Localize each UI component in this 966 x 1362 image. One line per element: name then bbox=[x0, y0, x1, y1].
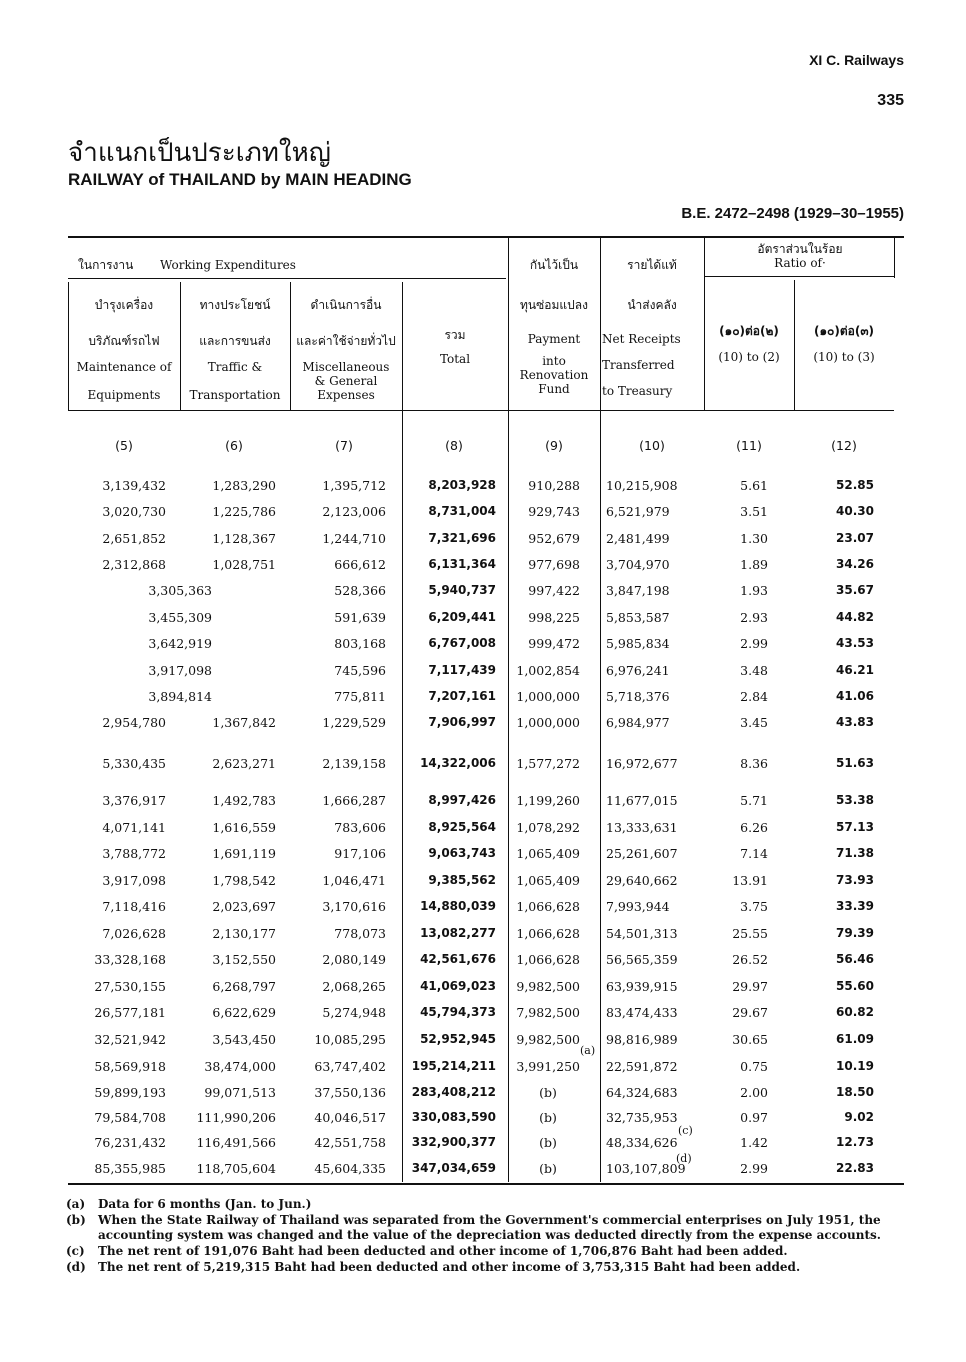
table-cell-c12: 10.19 bbox=[836, 1059, 874, 1073]
table-cell-c7: 745,596 bbox=[334, 663, 386, 678]
header-net-receipts: นำส่งคลัง Net Receipts Transferred to Treasury bbox=[602, 298, 681, 398]
header-ratio: อัตราส่วนในร้อย Ratio of· bbox=[757, 242, 843, 270]
table-cell-c10: 98,816,989 bbox=[606, 1032, 678, 1047]
footnote-label: (a) bbox=[66, 1197, 86, 1211]
table-cell-c11: 25.55 bbox=[732, 926, 768, 941]
table-cell-c6: 1,367,842 bbox=[212, 715, 276, 730]
page-number: 335 bbox=[877, 92, 904, 109]
table-cell-c7: 528,366 bbox=[334, 583, 386, 598]
table-cell-c10: 3,704,970 bbox=[606, 557, 670, 572]
footnote-text: The net rent of 191,076 Baht had been deducted and other income of 1,706,876 Baht had been added. bbox=[98, 1244, 788, 1258]
table-cell-c9: 952,679 bbox=[528, 531, 580, 546]
table-cell-c9: 7,982,500 bbox=[516, 1005, 580, 1020]
table-cell-c8: 8,203,928 bbox=[428, 478, 496, 492]
table-cell-c12: 71.38 bbox=[836, 846, 874, 860]
table-cell-c11: 2.99 bbox=[740, 1161, 768, 1176]
table-cell-c12: 22.83 bbox=[836, 1161, 874, 1175]
table-cell-c11: 7.14 bbox=[740, 846, 768, 861]
column-number: (8) bbox=[445, 438, 463, 453]
table-cell-c11: 2.93 bbox=[740, 610, 768, 625]
table-cell-c56: 3,305,363 bbox=[148, 583, 212, 598]
table-cell-c7: 591,639 bbox=[334, 610, 386, 625]
table-cell-c8: 13,082,277 bbox=[420, 926, 496, 940]
table-cell-c6: 1,798,542 bbox=[212, 873, 276, 888]
table-cell-c11: 1.30 bbox=[740, 531, 768, 546]
table-cell-c5: 3,376,917 bbox=[102, 793, 166, 808]
table-cell-c7: 2,068,265 bbox=[322, 979, 386, 994]
rule-header-bottom bbox=[68, 410, 894, 411]
table-cell-c5: 2,312,868 bbox=[102, 557, 166, 572]
header-reserve: กันไว้เป็น bbox=[529, 258, 579, 272]
table-cell-c6: 1,283,290 bbox=[212, 478, 276, 493]
header-ratio-1: (๑๐)ต่อ(๒) (10) to (2) bbox=[718, 324, 780, 364]
table-cell-c8: 42,561,676 bbox=[420, 952, 496, 966]
table-cell-c5: 27,530,155 bbox=[94, 979, 166, 994]
table-cell-c5: 3,139,432 bbox=[102, 478, 166, 493]
table-cell-c5: 32,521,942 bbox=[94, 1032, 166, 1047]
table-cell-c11: 3.48 bbox=[740, 663, 768, 678]
table-cell-c9: 9,982,500 bbox=[516, 1032, 580, 1047]
table-cell-c8: 7,207,161 bbox=[428, 689, 496, 703]
table-cell-c11: 3.75 bbox=[740, 899, 768, 914]
table-cell-c6: 2,023,697 bbox=[212, 899, 276, 914]
section-label: XI C. Railways bbox=[809, 52, 904, 68]
table-cell-c7: 803,168 bbox=[334, 636, 386, 651]
table-cell-c12: 35.67 bbox=[836, 583, 874, 597]
vrule bbox=[894, 238, 895, 278]
table-cell-c10: 5,985,834 bbox=[606, 636, 670, 651]
table-cell-c5: 5,330,435 bbox=[102, 756, 166, 771]
table-cell-c9: 977,698 bbox=[528, 557, 580, 572]
vrule bbox=[600, 238, 601, 410]
table-cell-c7: 63,747,402 bbox=[314, 1059, 386, 1074]
table-cell-c9: 9,982,500 bbox=[516, 979, 580, 994]
table-cell-c5: 3,788,772 bbox=[102, 846, 166, 861]
table-cell-c6: 99,071,513 bbox=[204, 1085, 276, 1100]
table-cell-c8: 195,214,211 bbox=[411, 1059, 496, 1073]
table-cell-c9: 1,199,260 bbox=[516, 793, 580, 808]
table-cell-c7: 40,046,517 bbox=[314, 1110, 386, 1125]
table-cell-c10: 10,215,908 bbox=[606, 478, 678, 493]
table-cell-c5: 2,651,852 bbox=[102, 531, 166, 546]
column-number: (5) bbox=[115, 438, 133, 453]
table-cell-c6: 1,616,559 bbox=[212, 820, 276, 835]
table-cell-c11: 2.84 bbox=[740, 689, 768, 704]
table-cell-c56: 3,894,814 bbox=[148, 689, 212, 704]
table-cell-c12: 57.13 bbox=[836, 820, 874, 834]
table-cell-c5: 3,917,098 bbox=[102, 873, 166, 888]
table-cell-c10: 2,481,499 bbox=[606, 531, 670, 546]
table-cell-c8: 283,408,212 bbox=[411, 1085, 496, 1099]
table-cell-c11: 0.97 bbox=[740, 1110, 768, 1125]
footnote-label: (d) bbox=[66, 1260, 86, 1274]
vrule-body bbox=[402, 410, 403, 1182]
footnote-label: (c) bbox=[66, 1244, 85, 1258]
table-cell-c9: 1,066,628 bbox=[516, 926, 580, 941]
table-cell-c7: 2,123,006 bbox=[322, 504, 386, 519]
page-title-thai: จำแนกเป็นประเภทใหญ่ bbox=[68, 138, 331, 168]
table-cell-c8: 330,083,590 bbox=[411, 1110, 496, 1124]
table-cell-c9: (b) bbox=[539, 1135, 557, 1150]
table-cell-c11: 5.61 bbox=[740, 478, 768, 493]
table-cell-c7: 917,106 bbox=[334, 846, 386, 861]
table-cell-c9: (b) bbox=[539, 1085, 557, 1100]
table-cell-c8: 6,767,008 bbox=[428, 636, 496, 650]
table-cell-c8: 6,209,441 bbox=[428, 610, 496, 624]
table-cell-c7: 666,612 bbox=[334, 557, 386, 572]
table-cell-c9: 1,066,628 bbox=[516, 899, 580, 914]
period-label: B.E. 2472–2498 (1929–30–1955) bbox=[681, 205, 904, 222]
table-cell-c9: 1,000,000 bbox=[516, 689, 580, 704]
table-cell-c6: 6,622,629 bbox=[212, 1005, 276, 1020]
table-cell-c8: 7,321,696 bbox=[428, 531, 496, 545]
table-cell-c8: 332,900,377 bbox=[411, 1135, 496, 1149]
table-cell-c5: 2,954,780 bbox=[102, 715, 166, 730]
table-cell-c9: 999,472 bbox=[528, 636, 580, 651]
table-cell-c5: 33,328,168 bbox=[94, 952, 166, 967]
table-cell-c12: 56.46 bbox=[836, 952, 874, 966]
table-cell-c6: 1,691,119 bbox=[212, 846, 276, 861]
table-cell-c7: 3,170,616 bbox=[322, 899, 386, 914]
table-cell-c10: 25,261,607 bbox=[606, 846, 678, 861]
table-cell-c12: 43.53 bbox=[836, 636, 874, 650]
table-cell-c6: 111,990,206 bbox=[196, 1110, 276, 1125]
table-cell-c11: 3.51 bbox=[740, 504, 768, 519]
table-cell-c11: 1.89 bbox=[740, 557, 768, 572]
table-cell-c8: 8,731,004 bbox=[428, 504, 496, 518]
footnote-label: (b) bbox=[66, 1213, 86, 1227]
table-cell-c10: 6,521,979 bbox=[606, 504, 670, 519]
header-misc: ดำเนินการอื่น และค่าใช้จ่ายทั่วไป Miscellaneous & General Expenses bbox=[296, 298, 396, 402]
header-fund: ทุนซ่อมแปลง Payment into Renovation Fund bbox=[519, 298, 589, 396]
table-cell-c10: 5,853,587 bbox=[606, 610, 670, 625]
header-working-thai: ในการงาน bbox=[78, 258, 134, 272]
table-cell-c10: 13,333,631 bbox=[606, 820, 678, 835]
footnote-text: The net rent of 5,219,315 Baht had been deducted and other income of 3,753,315 Baht had been added. bbox=[98, 1260, 801, 1274]
header-total: รวม Total bbox=[439, 328, 471, 366]
header-traffic: ทางประโยชน์ และการขนส่ง Traffic & Transportation bbox=[189, 298, 281, 402]
table-cell-c10: 64,324,683 bbox=[606, 1085, 678, 1100]
table-cell-c12: 46.21 bbox=[836, 663, 874, 677]
table-cell-c11: 30.65 bbox=[732, 1032, 768, 1047]
table-cell-c9: 3,991,250 bbox=[516, 1059, 580, 1074]
footnote bbox=[66, 1214, 881, 1227]
table-cell-c8: 41,069,023 bbox=[420, 979, 496, 993]
table-cell-c5: 4,071,141 bbox=[102, 820, 166, 835]
table-cell-c9: 1,577,272 bbox=[516, 756, 580, 771]
table-cell-c12: 52.85 bbox=[836, 478, 874, 492]
table-cell-c11: 6.26 bbox=[740, 820, 768, 835]
table-cell-c12: 12.73 bbox=[836, 1135, 874, 1149]
table-cell-c8: 8,997,426 bbox=[428, 793, 496, 807]
rule-working bbox=[68, 278, 506, 279]
table-cell-c7: 775,811 bbox=[334, 689, 386, 704]
table-cell-c10: 11,677,015 bbox=[606, 793, 678, 808]
table-cell-c10: 29,640,662 bbox=[606, 873, 678, 888]
table-cell-c11: 26.52 bbox=[732, 952, 768, 967]
table-cell-c10: 103,107,809 bbox=[606, 1161, 686, 1176]
table-cell-c11: 1.42 bbox=[740, 1135, 768, 1150]
header-working-en: Working Expenditures bbox=[160, 258, 296, 272]
footnote bbox=[66, 1198, 311, 1211]
table-cell-c12: 43.83 bbox=[836, 715, 874, 729]
table-cell-c10: 7,993,944 bbox=[606, 899, 670, 914]
table-cell-c12: 33.39 bbox=[836, 899, 874, 913]
table-cell-c12: 44.82 bbox=[836, 610, 874, 624]
vrule-body bbox=[508, 410, 509, 1182]
table-cell-c6: 3,543,450 bbox=[212, 1032, 276, 1047]
table-cell-c7: 2,080,149 bbox=[322, 952, 386, 967]
table-cell-c8: 6,131,364 bbox=[428, 557, 496, 571]
table-cell-c7: 10,085,295 bbox=[314, 1032, 386, 1047]
rule-ratio bbox=[704, 276, 894, 277]
table-cell-c11: 2.00 bbox=[740, 1085, 768, 1100]
table-cell-c6: 1,492,783 bbox=[212, 793, 276, 808]
table-cell-c11: 29.67 bbox=[732, 1005, 768, 1020]
table-cell-c8: 7,117,439 bbox=[428, 663, 496, 677]
footnote-text: accounting system was changed and the value of the depreciation was deducted directly from the expense accounts. bbox=[98, 1228, 881, 1242]
table-cell-c7: 778,073 bbox=[334, 926, 386, 941]
table-cell-c11: 0.75 bbox=[740, 1059, 768, 1074]
table-cell-c12: 53.38 bbox=[836, 793, 874, 807]
table-cell-c12: 79.39 bbox=[836, 926, 874, 940]
table-cell-c10: 16,972,677 bbox=[606, 756, 678, 771]
table-cell-c9: (b) bbox=[539, 1161, 557, 1176]
table-cell-c12: 9.02 bbox=[844, 1110, 874, 1124]
table-cell-c11: 29.97 bbox=[732, 979, 768, 994]
table-cell-c7: 1,046,471 bbox=[322, 873, 386, 888]
table-cell-c12: 40.30 bbox=[836, 504, 874, 518]
note-marker-d: (d) bbox=[676, 1152, 692, 1165]
table-cell-c8: 7,906,997 bbox=[428, 715, 496, 729]
table-cell-c10: 32,735,953 bbox=[606, 1110, 678, 1125]
table-cell-c12: 18.50 bbox=[836, 1085, 874, 1099]
table-cell-c9: 1,078,292 bbox=[516, 820, 580, 835]
table-cell-c10: 5,718,376 bbox=[606, 689, 670, 704]
table-cell-c56: 3,642,919 bbox=[148, 636, 212, 651]
column-number: (11) bbox=[736, 438, 762, 453]
table-cell-c5: 79,584,708 bbox=[94, 1110, 166, 1125]
table-cell-c10: 54,501,313 bbox=[606, 926, 678, 941]
footnote-text: Data for 6 months (Jan. to Jun.) bbox=[98, 1197, 312, 1211]
table-cell-c8: 45,794,373 bbox=[420, 1005, 496, 1019]
table-cell-c7: 5,274,948 bbox=[322, 1005, 386, 1020]
table-cell-c8: 52,952,945 bbox=[420, 1032, 496, 1046]
table-cell-c7: 1,395,712 bbox=[322, 478, 386, 493]
table-cell-c7: 2,139,158 bbox=[322, 756, 386, 771]
column-number: (9) bbox=[545, 438, 563, 453]
table-cell-c5: 26,577,181 bbox=[94, 1005, 166, 1020]
table-cell-c12: 41.06 bbox=[836, 689, 874, 703]
column-number: (7) bbox=[335, 438, 353, 453]
table-cell-c9: 998,225 bbox=[528, 610, 580, 625]
table-cell-c9: 1,065,409 bbox=[516, 873, 580, 888]
table-cell-c9: 1,002,854 bbox=[516, 663, 580, 678]
table-cell-c8: 9,385,562 bbox=[428, 873, 496, 887]
table-cell-c8: 14,322,006 bbox=[420, 756, 496, 770]
table-cell-c9: 1,066,628 bbox=[516, 952, 580, 967]
note-marker-c: (c) bbox=[678, 1124, 693, 1137]
table-cell-c5: 58,569,918 bbox=[94, 1059, 166, 1074]
table-cell-c7: 42,551,758 bbox=[314, 1135, 386, 1150]
table-cell-c12: 61.09 bbox=[836, 1032, 874, 1046]
table-cell-c5: 59,899,193 bbox=[94, 1085, 166, 1100]
header-receipts: รายได้แท้ bbox=[627, 258, 677, 272]
table-cell-c12: 55.60 bbox=[836, 979, 874, 993]
table-cell-c11: 13.91 bbox=[732, 873, 768, 888]
table-cell-c56: 3,455,309 bbox=[148, 610, 212, 625]
column-number: (10) bbox=[639, 438, 665, 453]
page-title: RAILWAY of THAILAND by MAIN HEADING bbox=[68, 170, 412, 189]
table-cell-c12: 60.82 bbox=[836, 1005, 874, 1019]
table-cell-c56: 3,917,098 bbox=[148, 663, 212, 678]
table-cell-c6: 3,152,550 bbox=[212, 952, 276, 967]
table-cell-c11: 3.45 bbox=[740, 715, 768, 730]
table-cell-c12: 73.93 bbox=[836, 873, 874, 887]
table-cell-c10: 63,939,915 bbox=[606, 979, 678, 994]
table-cell-c7: 1,229,529 bbox=[322, 715, 386, 730]
table-cell-c6: 118,705,604 bbox=[196, 1161, 276, 1176]
header-ratio-2: (๑๐)ต่อ(๓) (10) to (3) bbox=[813, 324, 875, 364]
table-cell-c7: 1,666,287 bbox=[322, 793, 386, 808]
table-cell-c6: 38,474,000 bbox=[204, 1059, 276, 1074]
table-cell-c6: 1,028,751 bbox=[212, 557, 276, 572]
table-cell-c9: (b) bbox=[539, 1110, 557, 1125]
note-marker-a: (a) bbox=[580, 1044, 596, 1057]
table-cell-c12: 23.07 bbox=[836, 531, 874, 545]
footnote bbox=[66, 1229, 881, 1242]
table-cell-c7: 1,244,710 bbox=[322, 531, 386, 546]
table-cell-c11: 2.99 bbox=[740, 636, 768, 651]
table-cell-c7: 783,606 bbox=[334, 820, 386, 835]
table-cell-c9: 997,422 bbox=[528, 583, 580, 598]
table-cell-c5: 7,118,416 bbox=[102, 899, 166, 914]
table-rule-bottom bbox=[68, 1183, 904, 1185]
table-cell-c9: 910,288 bbox=[528, 478, 580, 493]
table-cell-c8: 5,940,737 bbox=[428, 583, 496, 597]
table-cell-c6: 1,128,367 bbox=[212, 531, 276, 546]
table-cell-c10: 6,976,241 bbox=[606, 663, 670, 678]
table-cell-c8: 14,880,039 bbox=[420, 899, 496, 913]
table-cell-c10: 6,984,977 bbox=[606, 715, 670, 730]
table-cell-c10: 22,591,872 bbox=[606, 1059, 678, 1074]
table-cell-c12: 51.63 bbox=[836, 756, 874, 770]
vrule-body bbox=[600, 410, 601, 1182]
table-cell-c11: 5.71 bbox=[740, 793, 768, 808]
table-cell-c6: 1,225,786 bbox=[212, 504, 276, 519]
column-number: (12) bbox=[831, 438, 857, 453]
table-cell-c5: 76,231,432 bbox=[94, 1135, 166, 1150]
table-cell-c6: 116,491,566 bbox=[196, 1135, 276, 1150]
table-cell-c10: 56,565,359 bbox=[606, 952, 678, 967]
table-cell-c11: 1.93 bbox=[740, 583, 768, 598]
table-cell-c10: 83,474,433 bbox=[606, 1005, 678, 1020]
table-cell-c6: 6,268,797 bbox=[212, 979, 276, 994]
table-cell-c9: 929,743 bbox=[528, 504, 580, 519]
column-number: (6) bbox=[225, 438, 243, 453]
table-cell-c7: 37,550,136 bbox=[314, 1085, 386, 1100]
table-cell-c11: 8.36 bbox=[740, 756, 768, 771]
footnote-text: When the State Railway of Thailand was separated from the Government's commercial enterprises on July 1951, the bbox=[98, 1213, 881, 1227]
footnote bbox=[66, 1245, 788, 1258]
table-cell-c10: 3,847,198 bbox=[606, 583, 670, 598]
table-cell-c9: 1,000,000 bbox=[516, 715, 580, 730]
table-cell-c7: 45,604,335 bbox=[314, 1161, 386, 1176]
table-cell-c9: 1,065,409 bbox=[516, 846, 580, 861]
table-cell-c8: 9,063,743 bbox=[428, 846, 496, 860]
table-cell-c8: 347,034,659 bbox=[411, 1161, 496, 1175]
header-working bbox=[78, 258, 296, 272]
footnote bbox=[66, 1261, 800, 1274]
table-cell-c6: 2,130,177 bbox=[212, 926, 276, 941]
table-cell-c5: 85,355,985 bbox=[94, 1161, 166, 1176]
table-cell-c10: 48,334,626 bbox=[606, 1135, 678, 1150]
table-cell-c8: 8,925,564 bbox=[428, 820, 496, 834]
table-cell-c5: 3,020,730 bbox=[102, 504, 166, 519]
table-cell-c5: 7,026,628 bbox=[102, 926, 166, 941]
header-maintenance: บำรุงเครื่อง บริภัณฑ์รถไฟ Maintenance of Equipments bbox=[76, 298, 172, 402]
table-cell-c12: 34.26 bbox=[836, 557, 874, 571]
table-cell-c6: 2,623,271 bbox=[212, 756, 276, 771]
